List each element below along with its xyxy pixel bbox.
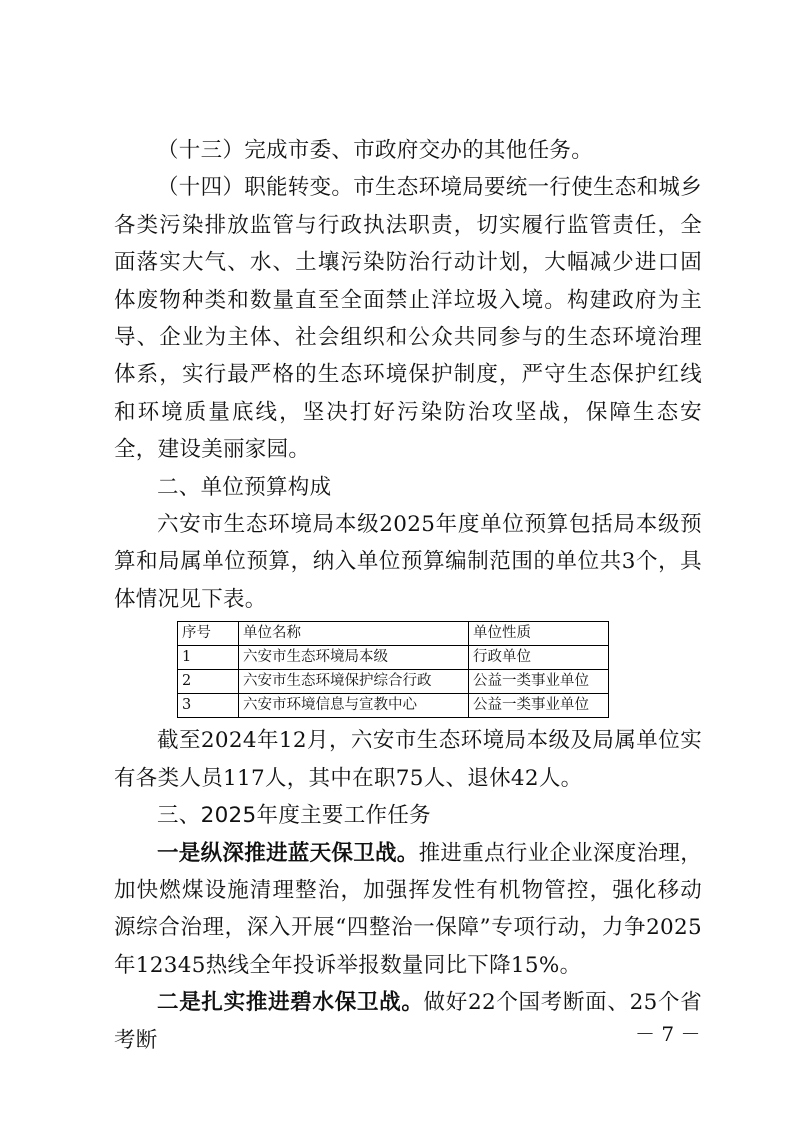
task-body-clear-water: 做好22个国考断面、25个省考断 bbox=[114, 990, 702, 1053]
table-cell-index: 3 bbox=[178, 694, 239, 718]
task-paragraph-clear-water bbox=[114, 984, 702, 1059]
column-header-unit-type: 单位性质 bbox=[469, 622, 609, 646]
table-cell-unit-name: 六安市生态环境局本级 bbox=[239, 646, 469, 670]
task-body-blue-sky: 推进重点行业企业深度治理，加快燃煤设施清理整治，加强挥发性有机物管控，强化移动源综合治理，深入开展“四整治一保障”专项行动，力争2025年12345热线全年投诉举报数量同比下降15%。 bbox=[114, 840, 703, 978]
task-lead-blue-sky: 一是纵深推进蓝天保卫战。 bbox=[157, 840, 419, 866]
column-header-unit-name: 单位名称 bbox=[239, 622, 469, 646]
page-number: － 7 － bbox=[635, 1022, 701, 1046]
task-paragraph-blue-sky bbox=[114, 835, 702, 985]
budget-intro-paragraph: 六安市生态环境局本级2025年度单位预算包括局本级预算和局属单位预算，纳入单位预算编制范围的单位共3个，具体情况见下表。 bbox=[114, 512, 702, 612]
table-cell-unit-type: 公益一类事业单位 bbox=[469, 670, 609, 694]
column-header-index: 序号 bbox=[178, 622, 239, 646]
staff-paragraph: 截至2024年12月，六安市生态环境局本级及局属单位实有各类人员117人，其中在职75人、退休42人。 bbox=[114, 728, 702, 791]
document-body bbox=[114, 132, 702, 1059]
table-cell-unit-type: 公益一类事业单位 bbox=[469, 694, 609, 718]
section-heading-budget-structure: 二、单位预算构成 bbox=[157, 474, 332, 500]
table-row bbox=[178, 670, 609, 694]
table-cell-unit-name: 六安市生态环境保护综合行政 bbox=[239, 670, 469, 694]
table-row bbox=[178, 694, 609, 718]
paragraph-item-14: （十四）职能转变。市生态环境局要统一行使生态和城乡各类污染排放监管与行政执法职责，切实履行监管责任，全面落实大气、水、土壤污染防治行动计划，大幅减少进口固体废物种类和数量直至全面禁止洋垃圾入境。构建政府为主导、企业为主体、社会组织和公众共同参与的生态环境治理体系，实行最严格的生态环境保护制度，严守生态保护红线和环境质量底线，坚决打好污染防治攻坚战，保障生态安全，建设美丽家园。 bbox=[114, 175, 703, 463]
table-cell-index: 2 bbox=[178, 670, 239, 694]
table-cell-unit-name: 六安市环境信息与宣教中心 bbox=[239, 694, 469, 718]
table-cell-unit-type: 行政单位 bbox=[469, 646, 609, 670]
task-lead-clear-water: 二是扎实推进碧水保卫战。 bbox=[157, 990, 424, 1016]
section-heading-work-tasks: 三、2025年度主要工作任务 bbox=[157, 803, 431, 829]
paragraph-item-13: （十三）完成市委、市政府交办的其他任务。 bbox=[157, 138, 594, 163]
table-cell-index: 1 bbox=[178, 646, 239, 670]
table-row bbox=[178, 646, 609, 670]
units-table bbox=[177, 621, 609, 718]
table-header-row bbox=[178, 622, 609, 646]
